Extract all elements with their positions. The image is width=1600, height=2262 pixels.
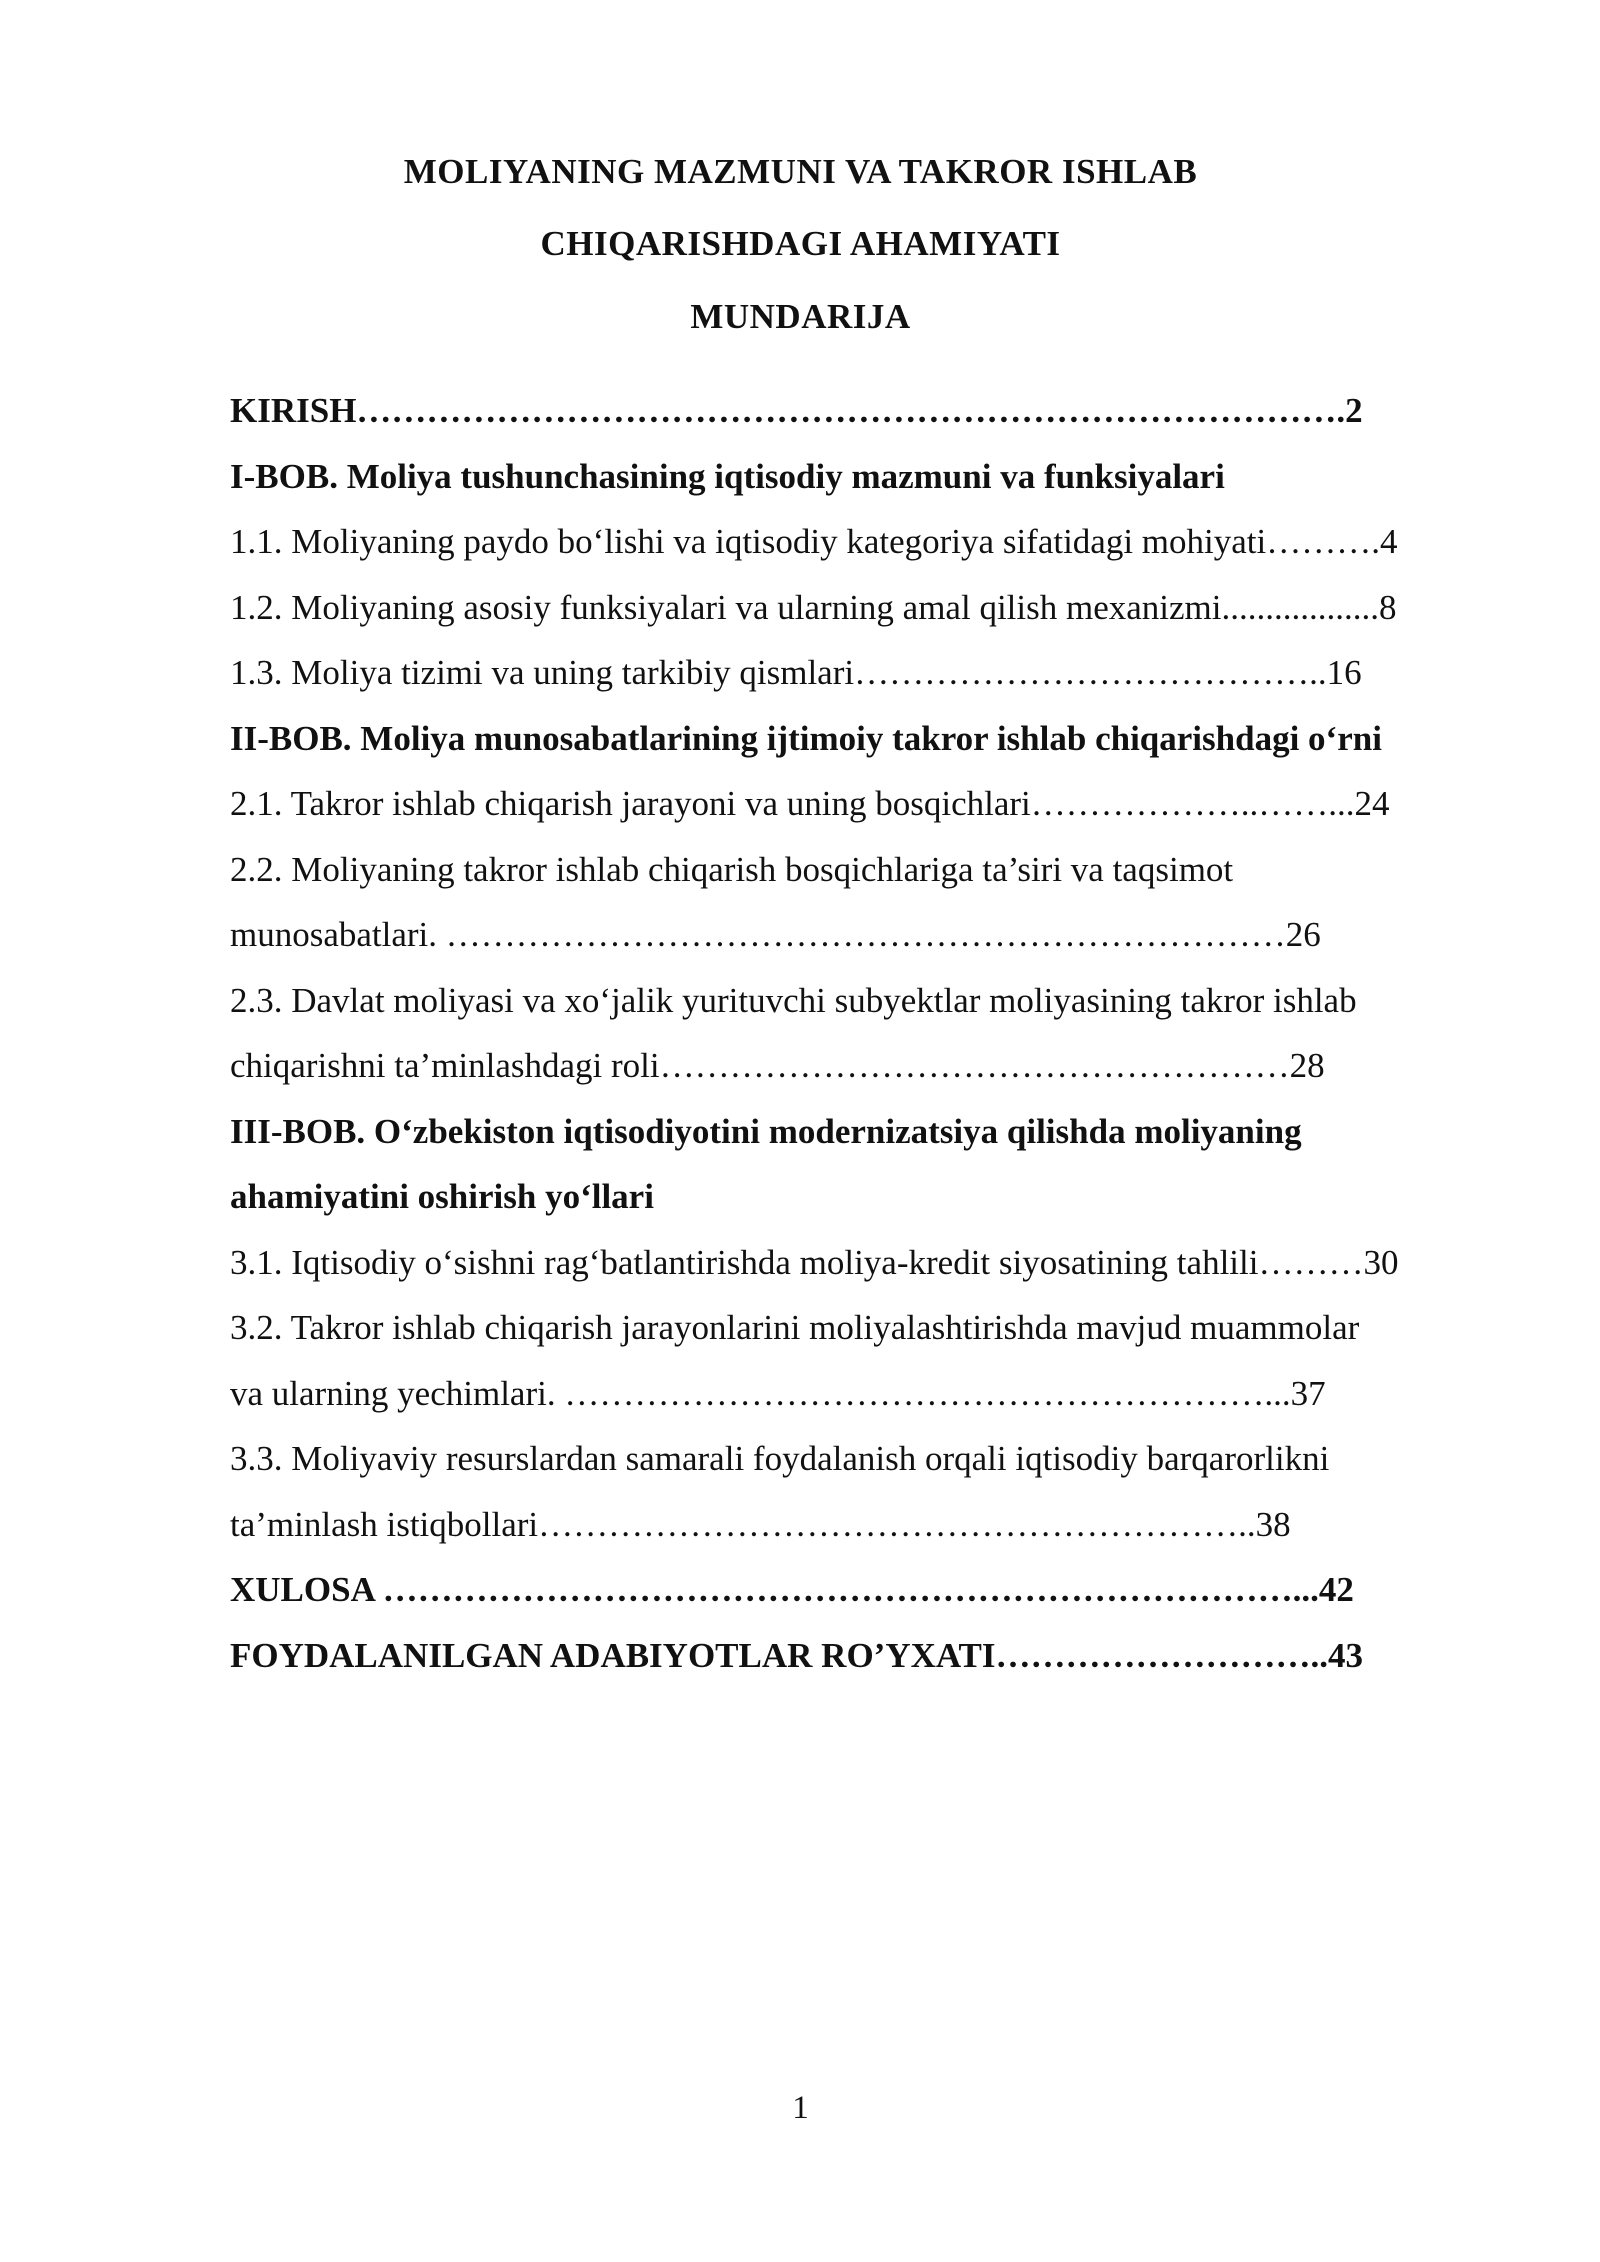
toc-entry-2-3-line-1: 2.3. Davlat moliyasi va xo‘jalik yurituvchi subyektlar moliyasining takror ishlab (230, 980, 1357, 1020)
toc-entry-1-2: 1.2. Moliyaning asosiy funksiyalari va ularning amal qilish mexanizmi..................8 (230, 587, 1397, 627)
toc-chapter-3-heading-line-2: ahamiyatini oshirish yo‘llari (230, 1177, 654, 1216)
toc-entry-3-2-line-2: va ularning yechimlari. ……………………………………………………...37 (230, 1373, 1326, 1413)
toc-entry-bibliography: FOYDALANILGAN ADABIYOTLAR RO’YXATI………………………..43 (230, 1635, 1364, 1675)
contents-heading: MUNDARIJA (690, 297, 911, 336)
toc-entry-3-1: 3.1. Iqtisodiy o‘sishni rag‘batlantirishda moliya-kredit siyosatining tahlili………30 (230, 1242, 1399, 1282)
toc-chapter-3-heading-line-1: III-BOB. O‘zbekiston iqtisodiyotini modernizatsiya qilishda moliyaning (230, 1111, 1302, 1151)
toc-entry-2-1: 2.1. Takror ishlab chiqarish jarayoni va uning bosqichlari………………..……...24 (230, 784, 1390, 823)
toc-chapter-1-heading: I-BOB. Moliya tushunchasining iqtisodiy mazmuni va funksiyalari (230, 456, 1225, 496)
document-title-line-1: MOLIYANING MAZMUNI VA TAKROR ISHLAB (403, 152, 1198, 191)
table-of-contents (230, 378, 1510, 1688)
toc-entry-1-1: 1.1. Moliyaning paydo bo‘lishi va iqtisodiy kategoriya sifatidagi mohiyati……….4 (230, 522, 1398, 561)
toc-entry-2-3-line-2: chiqarishni ta’minlashdagi roli………………………………………………28 (230, 1046, 1325, 1085)
toc-chapter-2-heading: II-BOB. Moliya munosabatlarining ijtimoiy takror ishlab chiqarishdagi o‘rni (230, 718, 1382, 758)
page-number: 1 (792, 2090, 809, 2126)
toc-entry-2-2-line-2: munosabatlari. ………………………………………………………………26 (230, 915, 1321, 954)
toc-entry-kirish: KIRISH………………………………………………………………………….2 (230, 391, 1363, 430)
toc-entry-2-2-line-1: 2.2. Moliyaning takror ishlab chiqarish bosqichlariga ta’siri va taqsimot (230, 849, 1234, 889)
toc-entry-3-3-line-1: 3.3. Moliyaviy resurslardan samarali foydalanish orqali iqtisodiy barqarorlikni (230, 1439, 1330, 1478)
toc-entry-xulosa: XULOSA ……………………………………………………………………...42 (230, 1570, 1354, 1609)
toc-entry-3-3-line-2: ta’minlash istiqbollari……………………………………………………..38 (230, 1504, 1291, 1544)
toc-entry-1-3: 1.3. Moliya tizimi va uning tarkibiy qismlari…………………………………..16 (230, 653, 1362, 692)
document-title-line-2: CHIQARISHDAGI AHAMIYATI (540, 224, 1061, 263)
toc-entry-3-2-line-1: 3.2. Takror ishlab chiqarish jarayonlarini moliyalashtirishda mavjud muammolar (230, 1308, 1360, 1347)
